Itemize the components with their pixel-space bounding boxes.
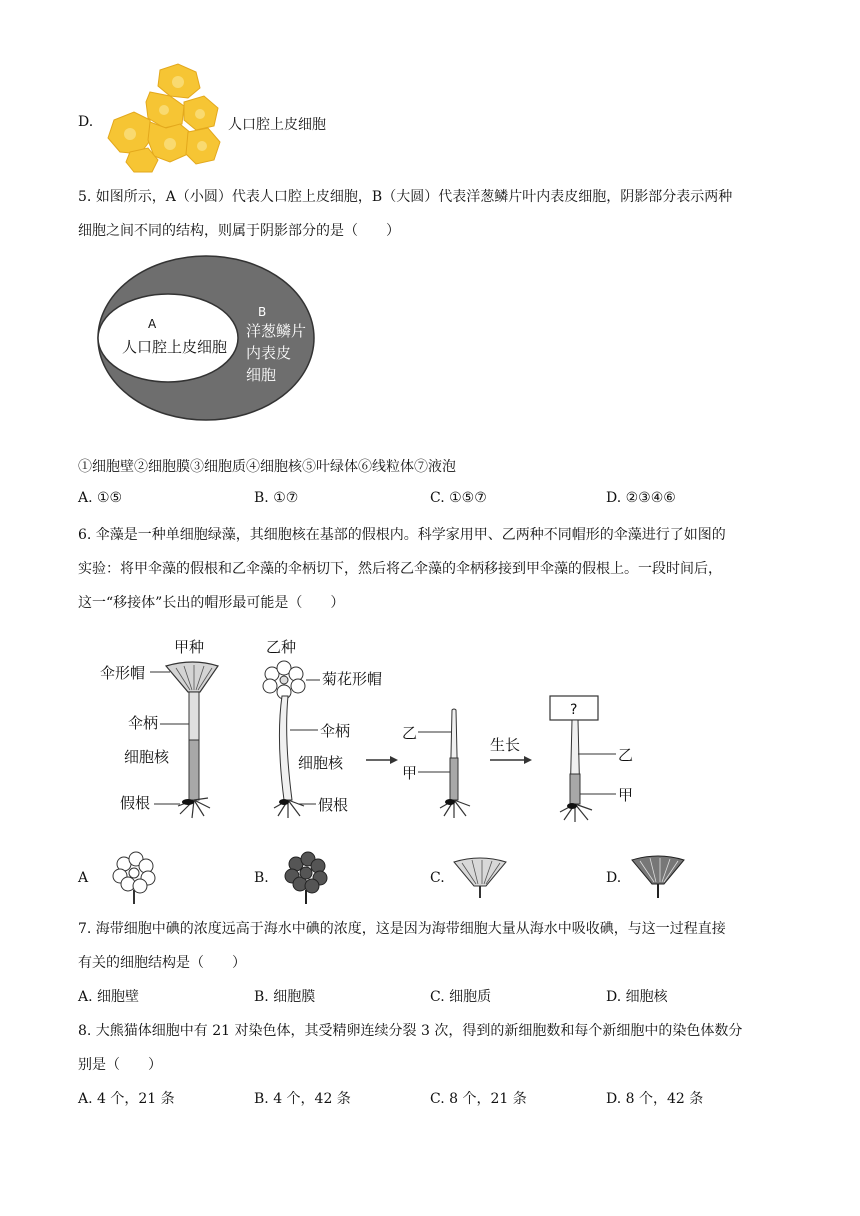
q7-option-b[interactable]: B. 细胞膜	[254, 989, 316, 1005]
label-umbrella-cap: 伞形帽	[100, 664, 146, 682]
chrysanthemum-cap-shape	[263, 661, 305, 699]
label-question: ?	[570, 702, 578, 718]
jia-title: 甲种	[174, 638, 205, 656]
q6-stem-line2: 实验：将甲伞藻的假根和乙伞藻的伞柄切下，然后将乙伞藻的伞柄移接到甲伞藻的假根上。一段时间后，	[78, 561, 722, 577]
q7-option-a[interactable]: A. 细胞壁	[78, 989, 140, 1005]
umbrella-cap-shape	[166, 662, 218, 692]
q5-option-d[interactable]: D. ②③④⑥	[606, 490, 676, 506]
q6-stem-line3: 这一“移接体”长出的帽形最可能是（ ）	[78, 595, 345, 611]
option-b-dark-chrysanthemum-icon	[278, 850, 332, 904]
q6-option-a[interactable]: A	[78, 870, 89, 886]
yi-title: 乙种	[266, 638, 297, 656]
q6-option-b[interactable]: B.	[254, 870, 269, 886]
label-a-letter: A	[148, 317, 157, 331]
cheek-cell-image	[100, 62, 230, 174]
q4-option-d-caption: 人口腔上皮细胞	[228, 117, 326, 133]
label-nucleus2: 细胞核	[298, 754, 344, 772]
label-chrysanthemum-cap: 菊花形帽	[322, 670, 383, 688]
option-c-umbrella-cap-icon	[452, 854, 508, 898]
label-jia: 甲	[402, 764, 418, 782]
label-rhizoid: 假根	[120, 794, 151, 812]
label-b-text-2: 内表皮	[246, 344, 292, 362]
q8-option-b[interactable]: B. 4 个，42 条	[254, 1091, 351, 1107]
q8-stem-line2: 别是（ ）	[78, 1057, 162, 1073]
q6-stem-line1: 6. 伞藻是一种单细胞绿藻，其细胞核在基部的假根内。科学家用甲、乙两种不同帽形的伞藻进行了如图的	[78, 527, 726, 543]
q7-stem-line2: 有关的细胞结构是（ ）	[78, 955, 246, 971]
label-stalk2: 伞柄	[320, 722, 351, 740]
q8-option-c[interactable]: C. 8 个，21 条	[430, 1091, 527, 1107]
label-jia2: 甲	[618, 786, 634, 804]
q5-option-a[interactable]: A. ①⑤	[78, 490, 123, 506]
q8-option-d[interactable]: D. 8 个，42 条	[606, 1091, 704, 1107]
label-nucleus: 细胞核	[124, 748, 170, 766]
option-d-dark-umbrella-cap-icon	[630, 852, 686, 898]
q6-option-d[interactable]: D.	[606, 870, 622, 886]
q5-venn-diagram	[96, 254, 316, 422]
label-grow: 生长	[490, 736, 521, 754]
q5-stem-line1: 5. 如图所示，A（小圆）代表人口腔上皮细胞，B（大圆）代表洋葱鳞片叶内表皮细胞，阴影部分表示两种	[78, 189, 733, 205]
q8-stem-line1: 8. 大熊猫体细胞中有 21 对染色体，其受精卵连续分裂 3 次，得到的新细胞数和每个新细胞中的染色体数分	[78, 1023, 743, 1039]
q5-option-b[interactable]: B. ①⑦	[254, 490, 299, 506]
q4-option-d-letter: D.	[78, 114, 94, 130]
q5-structures: ①细胞壁②细胞膜③细胞质④细胞核⑤叶绿体⑥线粒体⑦液泡	[78, 459, 456, 475]
option-a-chrysanthemum-icon	[106, 850, 160, 904]
q7-option-d[interactable]: D. 细胞核	[606, 989, 668, 1005]
q6-option-c[interactable]: C.	[430, 870, 445, 886]
label-rhizoid2: 假根	[318, 796, 349, 814]
label-b-letter: B	[258, 305, 267, 319]
q8-option-a[interactable]: A. 4 个，21 条	[78, 1091, 175, 1107]
q7-option-c[interactable]: C. 细胞质	[430, 989, 492, 1005]
label-b-text-1: 洋葱鳞片	[246, 322, 307, 340]
q5-stem-line2: 细胞之间不同的结构，则属于阴影部分的是（ ）	[78, 223, 400, 239]
label-stalk: 伞柄	[128, 714, 159, 732]
q6-acetabularia-diagram	[88, 628, 648, 828]
q7-stem-line1: 7. 海带细胞中碘的浓度远高于海水中碘的浓度，这是因为海带细胞大量从海水中吸收碘，与这一过程直接	[78, 921, 726, 937]
label-b-text-3: 细胞	[246, 366, 277, 384]
q5-option-c[interactable]: C. ①⑤⑦	[430, 490, 487, 506]
label-yi2: 乙	[618, 746, 634, 764]
label-yi: 乙	[402, 724, 418, 742]
label-a-text: 人口腔上皮细胞	[122, 338, 228, 356]
